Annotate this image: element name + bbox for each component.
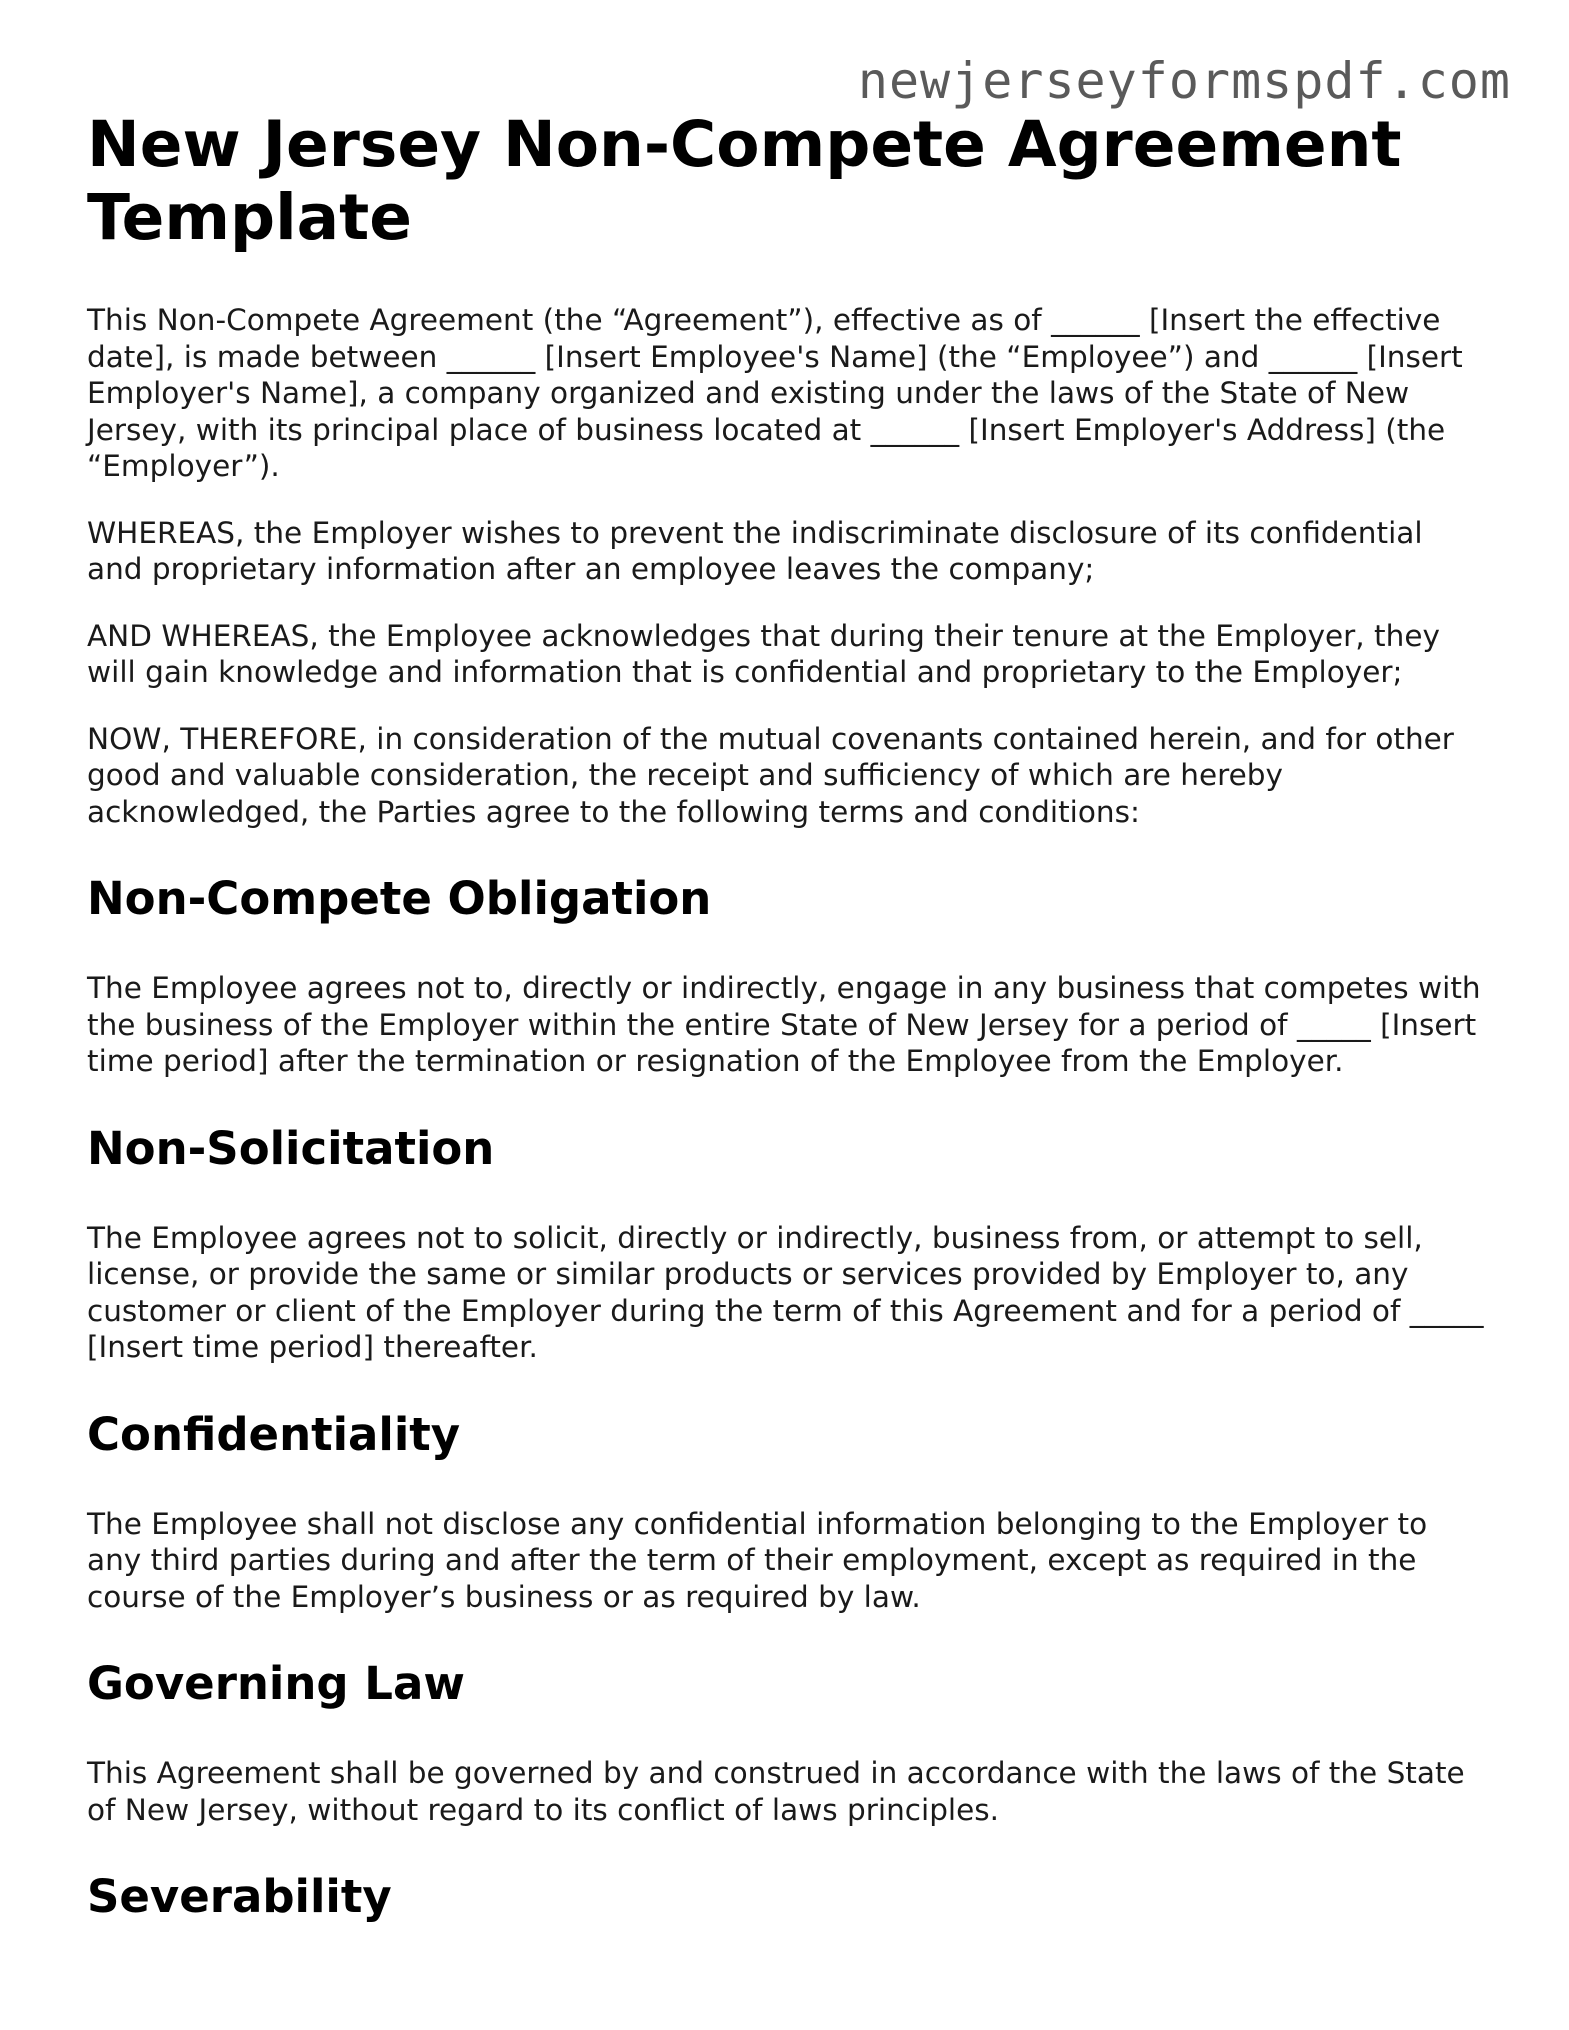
whereas-paragraph: WHEREAS, the Employer wishes to prevent the indiscriminate disclosure of its confidential and proprietary information after an employee leaves the company; <box>87 515 1423 586</box>
section-body-non-solicitation: The Employee agrees not to solicit, directly or indirectly, business from, or attempt to sell, license, or provide the same or similar products or services provided by Employer to, any customer or client of the Employer during the term of this Agreement and for a period of _____ [Insert time period] thereafter. <box>87 1220 1484 1364</box>
section-body-confidentiality: The Employee shall not disclose any confidential information belonging to the Employer to any third parties during and after the term of their employment, except as required in the course of the Employer’s business or as required by law. <box>87 1506 1428 1614</box>
section-heading-governing-law: Governing Law <box>87 1657 465 1710</box>
section-heading-non-compete: Non-Compete Obligation <box>87 872 712 925</box>
section-heading-confidentiality: Confidentiality <box>87 1407 461 1461</box>
document-page <box>87 108 1487 1968</box>
intro-paragraph-parties: This Non-Compete Agreement (the “Agreement”), effective as of ______ [Insert the effective date], is made between ______ [Insert Employee's Name] (the “Employee”) and ______ [Insert Employer's Name], a company organized and existing under the laws of the State of New Jersey, with its principal place of business located at ______ [Insert Employer's Address] (the “Employer”). <box>87 303 1463 483</box>
document-title: New Jersey Non-Compete Agreement Template <box>87 108 1402 254</box>
section-body-non-compete: The Employee agrees not to, directly or indirectly, engage in any business that competes with the business of the Employer within the entire State of New Jersey for a period of _____ [Insert time period] after the termination or resignation of the Employee from the Employer. <box>87 971 1481 1078</box>
and-whereas-paragraph: AND WHEREAS, the Employee acknowledges that during their tenure at the Employer, they will gain knowledge and information that is confidential and proprietary to the Employer; <box>87 618 1440 689</box>
section-heading-severability: Severability <box>87 1870 392 1923</box>
section-body-governing-law: This Agreement shall be governed by and construed in accordance with the laws of the State of New Jersey, without regard to its conflict of laws principles. <box>87 1756 1465 1827</box>
now-therefore-paragraph: NOW, THEREFORE, in consideration of the mutual covenants contained herein, and for other good and valuable consideration, the receipt and sufficiency of which are hereby acknowledged, the Parties agree to the following terms and conditions: <box>87 721 1454 829</box>
watermark-site-name: newjerseyformspdf.com <box>857 52 1511 110</box>
section-heading-non-solicitation: Non-Solicitation <box>87 1121 495 1175</box>
